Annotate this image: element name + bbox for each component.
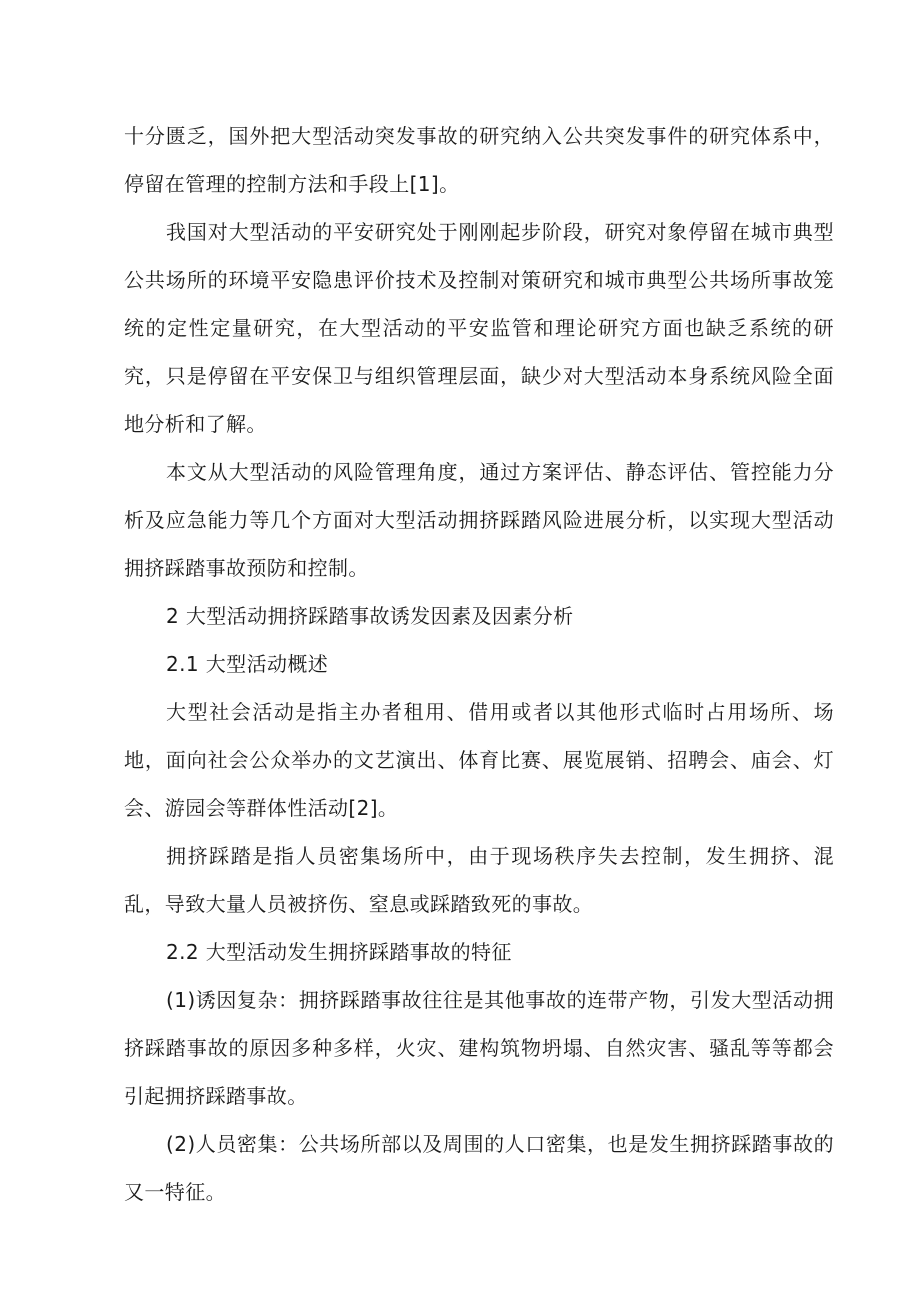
subsection-heading-2-1: 2.1 大型活动概述	[166, 652, 329, 676]
paragraph-paper-scope: 本文从大型活动的风险管理角度，通过方案评估、静态评估、管控能力分析及应急能力等几个方面对大型活动拥挤踩踏风险进展分析，以实现大型活动拥挤踩踏事故预防和控制。	[124, 460, 834, 580]
paragraph-continuation: 十分匮乏，国外把大型活动突发事故的研究纳入公共突发事件的研究体系中，停留在管理的控制方法和手段上[1]。	[124, 124, 834, 196]
section-heading-2: 2 大型活动拥挤踩踏事故诱发因素及因素分析	[166, 604, 574, 628]
document-body	[124, 112, 834, 1216]
paragraph-domestic-research: 我国对大型活动的平安研究处于刚刚起步阶段，研究对象停留在城市典型公共场所的环境平安隐患评价技术及控制对策研究和城市典型公共场所事故笼统的定性定量研究，在大型活动的平安监管和理论研究方面也缺乏系统的研究，只是停留在平安保卫与组织管理层面，缺少对大型活动本身系统风险全面地分析和了解。	[124, 220, 834, 436]
paragraph-definition-stampede: 拥挤踩踏是指人员密集场所中，由于现场秩序失去控制，发生拥挤、混乱，导致大量人员被挤伤、窒息或踩踏致死的事故。	[124, 844, 834, 916]
paragraph-definition-activity: 大型社会活动是指主办者租用、借用或者以其他形式临时占用场所、场地，面向社会公众举办的文艺演出、体育比赛、展览展销、招聘会、庙会、灯会、游园会等群体性活动[2]。	[124, 700, 834, 820]
subsection-heading-2-2: 2.2 大型活动发生拥挤踩踏事故的特征	[166, 940, 512, 964]
paragraph-feature-2: (2)人员密集：公共场所部以及周围的人口密集，也是发生拥挤踩踏事故的又一特征。	[124, 1132, 834, 1204]
paragraph-feature-1: (1)诱因复杂：拥挤踩踏事故往往是其他事故的连带产物，引发大型活动拥挤踩踏事故的原因多种多样，火灾、建构筑物坍塌、自然灾害、骚乱等等都会引起拥挤踩踏事故。	[124, 988, 834, 1108]
